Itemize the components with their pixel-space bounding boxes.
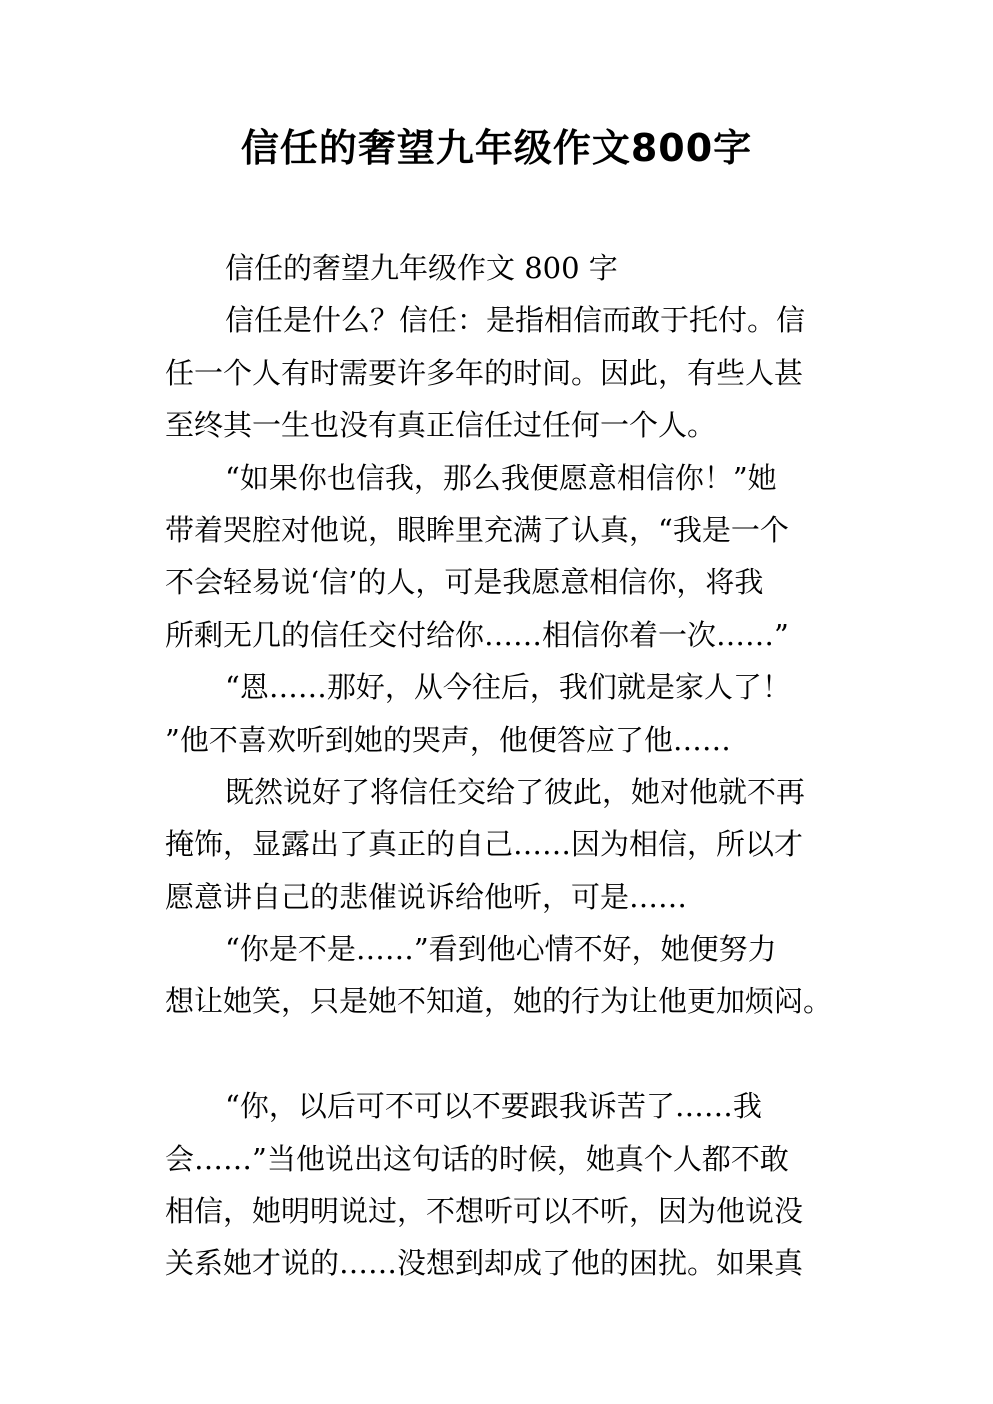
text-line: “如果你也信我，那么我便愿意相信你！”她 <box>225 460 777 495</box>
text-line: 掩饰，显露出了真正的自己……因为相信，所以才 <box>165 827 804 862</box>
text-line: 会……”当他说出这句话的时候，她真个人都不敢 <box>165 1141 789 1176</box>
text-line: ”他不喜欢听到她的哭声，他便答应了他…… <box>165 722 731 757</box>
text-line: “你是不是……”看到他心情不好，她便努力 <box>225 932 777 967</box>
text-line: 带着哭腔对他说，眼眸里充满了认真，“我是一个 <box>165 512 789 547</box>
text-line: 至终其一生也没有真正信任过任何一个人。 <box>165 408 717 443</box>
text-line: 所剩无几的信任交付给你……相信你着一次……” <box>165 617 789 652</box>
text-line: 信任的奢望九年级作文 800 字 <box>225 251 618 285</box>
text-line: 相信，她明明说过，不想听可以不听，因为他说没 <box>165 1194 804 1229</box>
text-line: 既然说好了将信任交给了彼此，她对他就不再 <box>225 774 806 809</box>
document-title: 信任的奢望九年级作文800字 <box>240 126 753 170</box>
text-line: 愿意讲自己的悲催说诉给他听，可是…… <box>165 879 688 914</box>
text-line: 不会轻易说‘信’的人，可是我愿意相信你，将我 <box>165 565 764 600</box>
text-line: 想让她笑，只是她不知道，她的行为让他更加烦闷。 <box>165 984 833 1019</box>
text-line: 关系她才说的……没想到却成了他的困扰。如果真 <box>165 1246 804 1281</box>
blank-line <box>165 1028 845 1080</box>
text-line: 任一个人有时需要许多年的时间。因此，有些人甚 <box>165 355 804 390</box>
text-line: 信任是什么？信任：是指相信而敢于托付。信 <box>225 303 806 338</box>
document-body <box>165 242 845 1290</box>
text-line: “你，以后可不可以不要跟我诉苦了……我 <box>225 1089 762 1124</box>
text-line: “恩……那好，从今往后，我们就是家人了！ <box>225 670 791 705</box>
